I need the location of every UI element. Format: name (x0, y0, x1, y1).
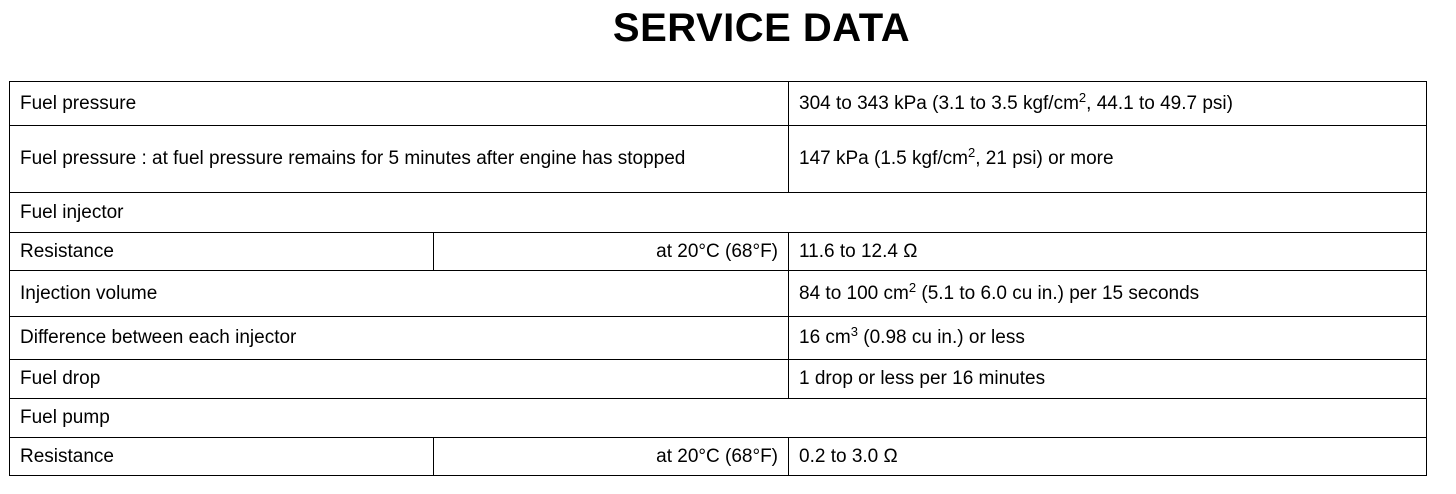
row-condition-pump-resistance: at 20°C (68°F) (434, 438, 789, 476)
section-fuel-pump: Fuel pump (10, 399, 1427, 438)
row-label-pump-resistance: Resistance (10, 438, 434, 476)
section-fuel-injector: Fuel injector (10, 193, 1427, 233)
row-label-injector-difference: Difference between each injector (10, 317, 789, 360)
row-label-fuel-pressure: Fuel pressure (10, 82, 789, 126)
table-row (10, 233, 1427, 271)
row-condition-injector-resistance: at 20°C (68°F) (434, 233, 789, 271)
row-label-injector-resistance: Resistance (10, 233, 434, 271)
row-value-injector-resistance: 11.6 to 12.4 Ω (789, 233, 1427, 271)
row-value-fuel-drop: 1 drop or less per 16 minutes (789, 360, 1427, 399)
table-row (10, 317, 1427, 360)
row-label-injection-volume: Injection volume (10, 271, 789, 317)
table-row (10, 360, 1427, 399)
table-row (10, 438, 1427, 476)
row-label-fuel-drop: Fuel drop (10, 360, 789, 399)
service-data-table (9, 81, 1427, 476)
row-value-fuel-pressure: 304 to 343 kPa (3.1 to 3.5 kgf/$cm^2$, 44.1 to 49.7 psi) (789, 82, 1427, 126)
row-value-fuel-pressure-hold: 147 kPa (1.5 kgf/$cm^2$, 21 psi) or more (789, 126, 1427, 193)
table-row (10, 399, 1427, 438)
row-value-pump-resistance: 0.2 to 3.0 Ω (789, 438, 1427, 476)
page-title: SERVICE DATA (612, 6, 911, 50)
table-row (10, 271, 1427, 317)
row-value-injector-difference: 16 $cm^3$ (0.98 cu in.) or less (789, 317, 1427, 360)
table-row (10, 126, 1427, 193)
table-row (10, 82, 1427, 126)
row-value-injection-volume: 84 to 100 $cm^2$ (5.1 to 6.0 cu in.) per 15 seconds (789, 271, 1427, 317)
row-label-fuel-pressure-hold: Fuel pressure : at fuel pressure remains for 5 minutes after engine has stopped (10, 126, 789, 193)
table-row (10, 193, 1427, 233)
